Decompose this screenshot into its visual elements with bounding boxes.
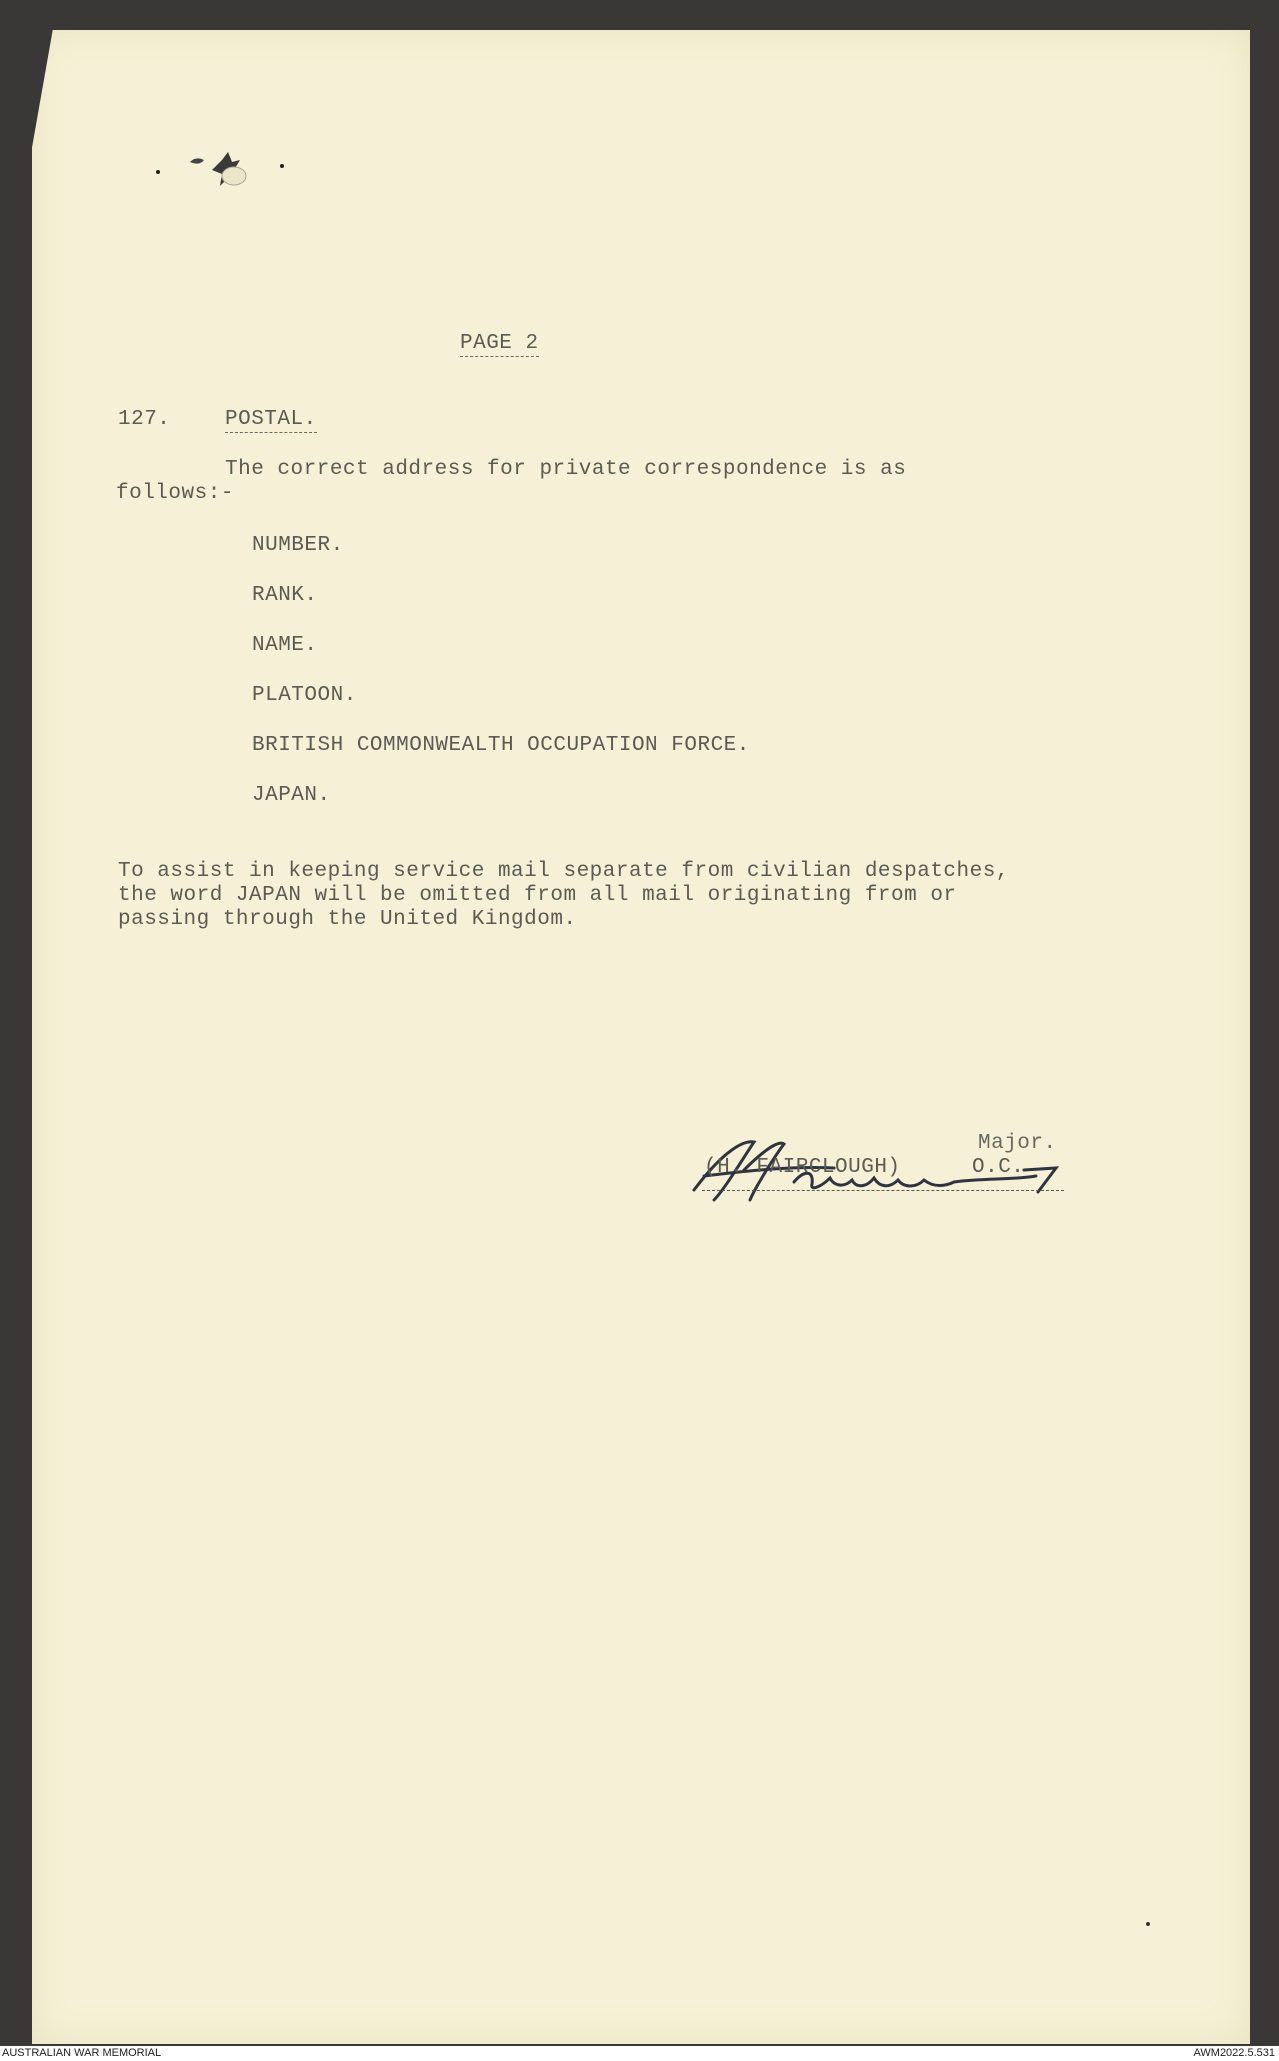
intro-line-1: The correct address for private correspondence is as <box>225 458 907 481</box>
document-page <box>32 30 1250 2044</box>
address-line: BRITISH COMMONWEALTH OCCUPATION FORCE. <box>252 734 750 757</box>
body-line: To assist in keeping service mail separate from civilian despatches, <box>118 860 1009 883</box>
signature-role: O.C. <box>972 1156 1025 1179</box>
signature-name: (H. FAIRCLOUGH) <box>704 1156 901 1179</box>
paper-speck <box>1146 1922 1150 1926</box>
archive-caption: AUSTRALIAN WAR MEMORIAL <box>2 2047 162 2059</box>
address-line: RANK. <box>252 584 318 607</box>
address-line: PLATOON. <box>252 684 357 707</box>
body-line: the word JAPAN will be omitted from all mail originating from or <box>118 884 957 907</box>
intro-line-2: follows:- <box>116 482 234 505</box>
catalogue-number: AWM2022.5.531 <box>1193 2047 1275 2059</box>
signature-underline <box>702 1190 1064 1191</box>
address-line: NUMBER. <box>252 534 344 557</box>
address-line: NAME. <box>252 634 318 657</box>
address-line: JAPAN. <box>252 784 331 807</box>
footer-strip <box>0 2046 1279 2061</box>
section-title: POSTAL. <box>225 408 317 431</box>
page-heading: PAGE 2 <box>460 332 539 355</box>
body-line: passing through the United Kingdom. <box>118 908 577 931</box>
section-number: 127. <box>118 408 171 431</box>
binder-hole-marks <box>150 142 290 192</box>
signature-rank: Major. <box>978 1132 1057 1155</box>
